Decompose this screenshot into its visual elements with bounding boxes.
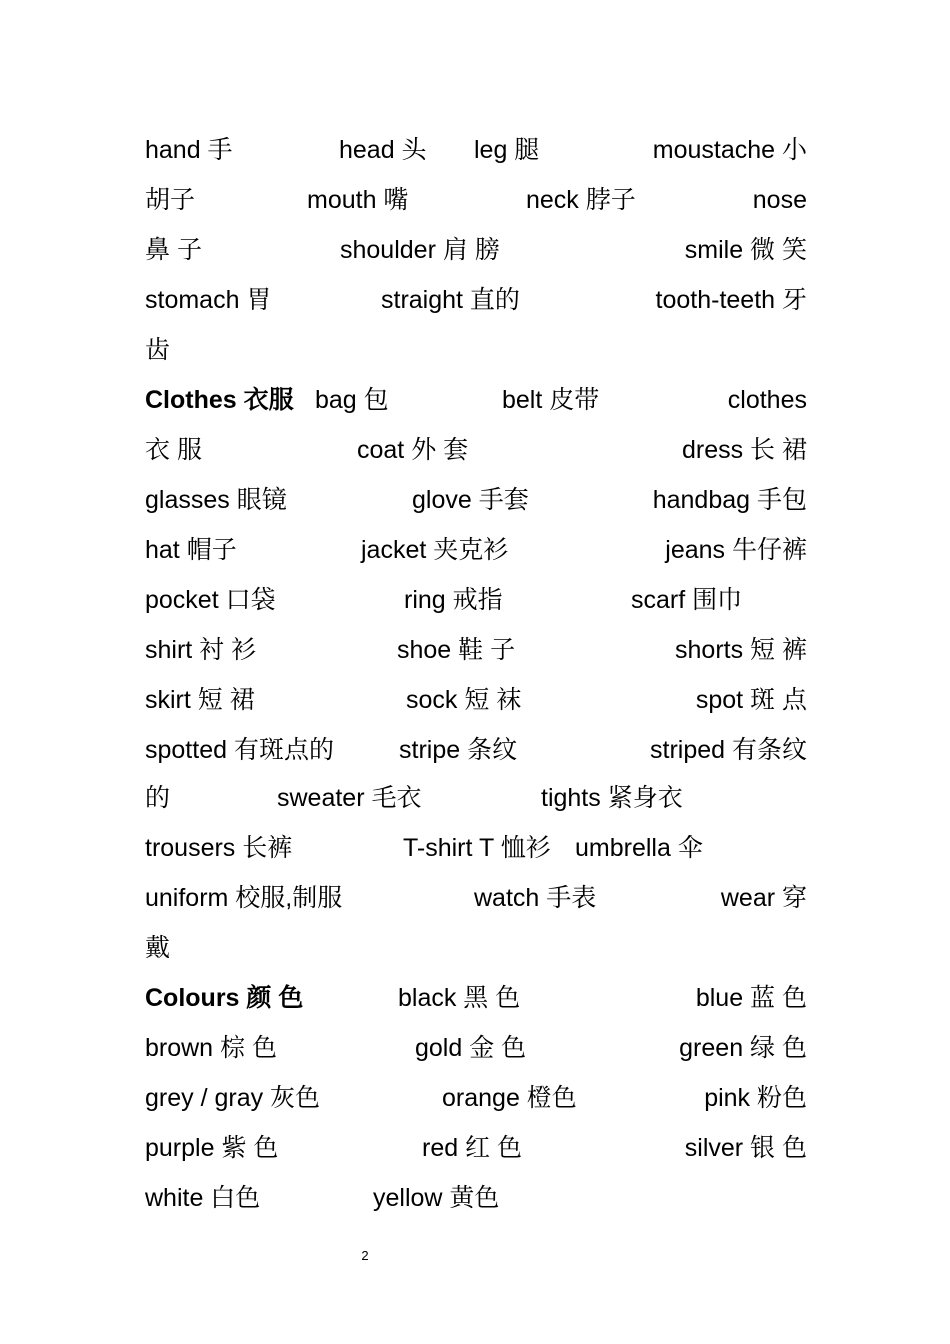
vocab-entry: silver 银 色 xyxy=(684,1134,807,1162)
vocab-entry: white 白色 xyxy=(145,1184,261,1212)
vocab-entry: shirt 衬 衫 xyxy=(145,636,257,664)
vocab-entry: stomach 胃 xyxy=(145,286,272,314)
vocab-entry: red 红 色 xyxy=(422,1134,523,1162)
text-line xyxy=(145,730,807,770)
section-heading: Colours 颜 色 xyxy=(145,984,304,1012)
vocab-entry: striped 有条纹 xyxy=(650,736,807,764)
vocab-entry: shoulder 肩 膀 xyxy=(340,236,500,264)
vocab-entry: grey / gray 灰色 xyxy=(145,1084,321,1112)
vocab-entry: shoe 鞋 子 xyxy=(397,636,516,664)
vocab-entry: 戴 xyxy=(145,934,171,962)
vocab-entry: green 绿 色 xyxy=(679,1034,807,1062)
vocab-entry: watch 手表 xyxy=(474,884,597,912)
text-line xyxy=(145,530,807,570)
vocab-entry: purple 紫 色 xyxy=(145,1134,279,1162)
text-line xyxy=(145,1178,807,1218)
text-line xyxy=(145,230,807,270)
text-line xyxy=(145,828,807,868)
vocab-entry: jacket 夹克衫 xyxy=(361,536,509,564)
vocab-entry: T-shirt T 恤衫 xyxy=(403,834,551,862)
section-heading: Clothes 衣服 xyxy=(145,386,294,414)
text-line xyxy=(145,1028,807,1068)
text-line xyxy=(145,878,807,918)
vocab-entry: scarf 围巾 xyxy=(631,586,743,614)
vocab-entry: leg 腿 xyxy=(474,136,540,164)
page-number: 2 xyxy=(361,1248,369,1263)
text-line xyxy=(145,630,807,670)
vocab-entry: hand 手 xyxy=(145,136,233,164)
vocab-entry: smile 微 笑 xyxy=(684,236,807,264)
vocab-entry: 胡子 xyxy=(145,186,196,214)
vocab-entry: 鼻 子 xyxy=(145,236,202,264)
vocab-entry: 的 xyxy=(145,784,171,812)
vocab-entry: neck 脖子 xyxy=(526,186,636,214)
text-line xyxy=(145,978,807,1018)
text-line xyxy=(145,280,807,320)
text-line xyxy=(145,928,807,968)
text-line xyxy=(145,1128,807,1168)
vocab-entry: blue 蓝 色 xyxy=(695,984,807,1012)
text-line xyxy=(145,130,807,170)
text-line xyxy=(145,430,807,470)
vocab-entry: belt 皮带 xyxy=(502,386,600,414)
vocab-entry: brown 棕 色 xyxy=(145,1034,277,1062)
vocab-entry: bag 包 xyxy=(315,386,389,414)
vocab-entry: glasses 眼镜 xyxy=(145,486,287,514)
vocab-entry: stripe 条纹 xyxy=(399,736,518,764)
vocab-entry: spot 斑 点 xyxy=(695,686,807,714)
vocab-entry: tights 紧身衣 xyxy=(541,784,683,812)
vocab-entry: mouth 嘴 xyxy=(307,186,409,214)
text-line xyxy=(145,180,807,220)
vocab-entry: handbag 手包 xyxy=(652,486,807,514)
vocab-entry: sock 短 袜 xyxy=(406,686,522,714)
vocab-entry: glove 手套 xyxy=(412,486,529,514)
text-line xyxy=(145,778,807,818)
text-line xyxy=(145,380,807,420)
vocab-entry: tooth-teeth 牙 xyxy=(655,286,807,314)
vocab-entry: gold 金 色 xyxy=(415,1034,527,1062)
vocab-entry: jeans 牛仔裤 xyxy=(665,536,807,564)
vocab-entry: dress 长 裙 xyxy=(681,436,807,464)
vocab-entry: skirt 短 裙 xyxy=(145,686,255,714)
vocab-entry: moustache 小 xyxy=(652,136,807,164)
vocab-entry: 齿 xyxy=(145,336,171,364)
text-line xyxy=(145,330,807,370)
vocab-entry: orange 橙色 xyxy=(442,1084,577,1112)
vocab-entry: nose xyxy=(752,186,807,214)
vocab-entry: straight 直的 xyxy=(381,286,520,314)
vocab-entry: spotted 有斑点的 xyxy=(145,736,334,764)
vocab-entry: 衣 服 xyxy=(145,436,202,464)
text-line xyxy=(145,480,807,520)
vocab-entry: uniform 校服,制服 xyxy=(145,884,343,912)
vocab-entry: pink 粉色 xyxy=(704,1084,807,1112)
vocab-entry: black 黑 色 xyxy=(398,984,521,1012)
vocab-entry: hat 帽子 xyxy=(145,536,237,564)
vocab-entry: pocket 口袋 xyxy=(145,586,276,614)
vocab-entry: wear 穿 xyxy=(720,884,807,912)
vocab-entry: sweater 毛衣 xyxy=(277,784,422,812)
vocab-entry: yellow 黄色 xyxy=(373,1184,500,1212)
vocab-entry: trousers 长裤 xyxy=(145,834,293,862)
vocab-entry: shorts 短 裤 xyxy=(675,636,807,664)
vocab-entry: head 头 xyxy=(339,136,427,164)
vocab-entry: umbrella 伞 xyxy=(575,834,703,862)
text-line xyxy=(145,680,807,720)
vocab-entry: coat 外 套 xyxy=(357,436,469,464)
text-line xyxy=(145,1078,807,1118)
text-line xyxy=(145,580,807,620)
vocab-entry: ring 戒指 xyxy=(404,586,503,614)
vocab-entry: clothes xyxy=(727,386,807,414)
